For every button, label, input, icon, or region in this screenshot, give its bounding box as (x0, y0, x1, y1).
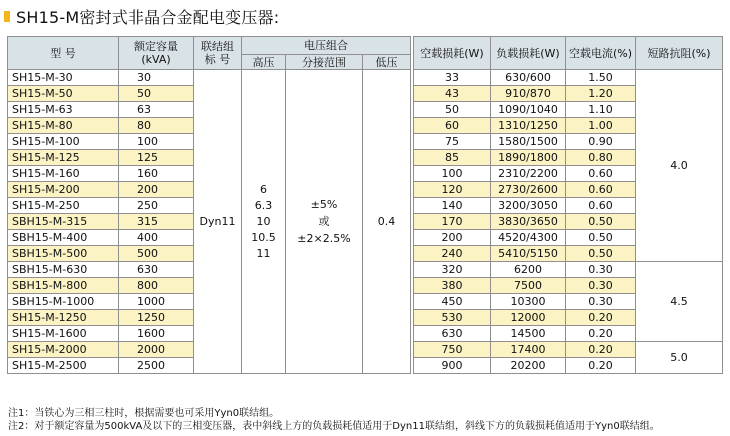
capacity-cell: 1250 (119, 310, 194, 326)
capacity-cell: 400 (119, 230, 194, 246)
hv-value: 10 (256, 214, 271, 228)
title-bullet (4, 11, 10, 22)
no-load-loss-cell: 200 (414, 230, 491, 246)
no-load-loss-cell: 140 (414, 198, 491, 214)
model-cell: SH15-M-1250 (8, 310, 119, 326)
no-load-loss-cell: 43 (414, 86, 491, 102)
model-cell: SH15-M-1600 (8, 326, 119, 342)
load-loss-cell: 7500 (491, 278, 566, 294)
header-capacity: 额定容量 (kVA) (119, 37, 194, 70)
no-load-loss-cell: 170 (414, 214, 491, 230)
no-load-current-cell: 0.60 (566, 198, 636, 214)
title-bar (4, 5, 279, 27)
table-row (414, 70, 723, 86)
no-load-current-cell: 0.30 (566, 294, 636, 310)
tap-range-cell (286, 70, 363, 374)
tap-value: ±2×2.5% (297, 232, 351, 245)
capacity-cell: 250 (119, 198, 194, 214)
model-cell: SH15-M-2000 (8, 342, 119, 358)
capacity-cell: 200 (119, 182, 194, 198)
no-load-current-cell: 0.20 (566, 342, 636, 358)
capacity-cell: 1000 (119, 294, 194, 310)
header-connection: 联结组 标 号 (194, 37, 242, 70)
load-loss-cell: 910/870 (491, 86, 566, 102)
model-cell: SBH15-M-800 (8, 278, 119, 294)
model-cell: SH15-M-30 (8, 70, 119, 86)
impedance-cell: 5.0 (636, 342, 723, 374)
load-loss-cell: 1890/1800 (491, 150, 566, 166)
capacity-cell: 80 (119, 118, 194, 134)
load-loss-cell: 5410/5150 (491, 246, 566, 262)
capacity-cell: 100 (119, 134, 194, 150)
no-load-current-cell: 1.50 (566, 70, 636, 86)
impedance-cell: 4.0 (636, 70, 723, 262)
no-load-loss-cell: 120 (414, 182, 491, 198)
no-load-loss-cell: 60 (414, 118, 491, 134)
no-load-current-cell: 0.60 (566, 182, 636, 198)
no-load-loss-cell: 380 (414, 278, 491, 294)
no-load-loss-cell: 33 (414, 70, 491, 86)
no-load-current-cell: 1.10 (566, 102, 636, 118)
capacity-cell: 1600 (119, 326, 194, 342)
capacity-cell: 50 (119, 86, 194, 102)
load-loss-cell: 20200 (491, 358, 566, 374)
header-no-load-current: 空载电流(%) (566, 37, 636, 70)
load-loss-cell: 1580/1500 (491, 134, 566, 150)
load-loss-cell: 12000 (491, 310, 566, 326)
header-impedance: 短路抗阻(%) (636, 37, 723, 70)
no-load-current-cell: 0.20 (566, 310, 636, 326)
load-loss-cell: 3830/3650 (491, 214, 566, 230)
capacity-cell: 30 (119, 70, 194, 86)
capacity-cell: 2500 (119, 358, 194, 374)
table-row (8, 70, 411, 86)
capacity-cell: 315 (119, 214, 194, 230)
load-loss-cell: 1310/1250 (491, 118, 566, 134)
no-load-current-cell: 0.30 (566, 278, 636, 294)
header-voltage-group: 电压组合 (242, 37, 411, 55)
model-cell: SBH15-M-400 (8, 230, 119, 246)
load-loss-cell: 6200 (491, 262, 566, 278)
capacity-cell: 500 (119, 246, 194, 262)
model-cell: SBH15-M-630 (8, 262, 119, 278)
load-loss-cell: 10300 (491, 294, 566, 310)
no-load-current-cell: 0.50 (566, 230, 636, 246)
model-cell: SH15-M-200 (8, 182, 119, 198)
load-loss-cell: 2730/2600 (491, 182, 566, 198)
no-load-loss-cell: 630 (414, 326, 491, 342)
model-cell: SH15-M-160 (8, 166, 119, 182)
spec-table-right (413, 36, 723, 374)
no-load-current-cell: 0.20 (566, 358, 636, 374)
header-load-loss: 负载损耗(W) (491, 37, 566, 70)
model-cell: SBH15-M-500 (8, 246, 119, 262)
capacity-cell: 630 (119, 262, 194, 278)
no-load-loss-cell: 900 (414, 358, 491, 374)
page-title: SH15-M密封式非晶合金配电变压器: (16, 7, 280, 27)
capacity-cell: 2000 (119, 342, 194, 358)
no-load-loss-cell: 75 (414, 134, 491, 150)
note-1: 注1：当铁心为三相三柱时，根据需要也可采用Yyn0联结组。 (8, 408, 280, 419)
no-load-loss-cell: 450 (414, 294, 491, 310)
header-no-load-loss: 空载损耗(W) (414, 37, 491, 70)
no-load-loss-cell: 750 (414, 342, 491, 358)
header-hv: 高压 (242, 55, 286, 70)
no-load-loss-cell: 50 (414, 102, 491, 118)
impedance-cell: 4.5 (636, 262, 723, 342)
no-load-current-cell: 0.80 (566, 150, 636, 166)
no-load-loss-cell: 85 (414, 150, 491, 166)
model-cell: SBH15-M-315 (8, 214, 119, 230)
model-cell: SH15-M-2500 (8, 358, 119, 374)
model-cell: SH15-M-100 (8, 134, 119, 150)
load-loss-cell: 4520/4300 (491, 230, 566, 246)
table-row (414, 262, 723, 278)
model-cell: SBH15-M-1000 (8, 294, 119, 310)
capacity-cell: 800 (119, 278, 194, 294)
note-2: 注2：对于额定容量为500kVA及以下的三相变压器，表中斜线上方的负载损耗值适用于Dyn11联结组，斜线下方的负载损耗值适用于Yyn0联结组。 (8, 421, 660, 432)
no-load-current-cell: 0.30 (566, 262, 636, 278)
load-loss-cell: 17400 (491, 342, 566, 358)
load-loss-cell: 1090/1040 (491, 102, 566, 118)
hv-value: 11 (256, 246, 271, 260)
model-cell: SH15-M-50 (8, 86, 119, 102)
no-load-loss-cell: 320 (414, 262, 491, 278)
no-load-loss-cell: 530 (414, 310, 491, 326)
load-loss-cell: 630/600 (491, 70, 566, 86)
no-load-current-cell: 0.20 (566, 326, 636, 342)
no-load-current-cell: 0.50 (566, 246, 636, 262)
header-tap-range: 分接范围 (286, 55, 363, 70)
connection-cell: Dyn11 (194, 70, 242, 374)
header-model: 型 号 (8, 37, 119, 70)
hv-cell (242, 70, 286, 374)
capacity-cell: 125 (119, 150, 194, 166)
no-load-current-cell: 1.00 (566, 118, 636, 134)
model-cell: SH15-M-125 (8, 150, 119, 166)
no-load-current-cell: 0.60 (566, 166, 636, 182)
spec-table-left (7, 36, 411, 374)
header-lv: 低压 (363, 55, 411, 70)
no-load-current-cell: 0.90 (566, 134, 636, 150)
no-load-loss-cell: 100 (414, 166, 491, 182)
hv-value: 6.3 (254, 198, 273, 212)
no-load-current-cell: 0.50 (566, 214, 636, 230)
capacity-cell: 160 (119, 166, 194, 182)
lv-cell: 0.4 (363, 70, 411, 374)
tap-value: 或 (318, 215, 330, 228)
load-loss-cell: 2310/2200 (491, 166, 566, 182)
no-load-loss-cell: 240 (414, 246, 491, 262)
hv-value: 6 (260, 182, 267, 196)
capacity-cell: 63 (119, 102, 194, 118)
model-cell: SH15-M-250 (8, 198, 119, 214)
model-cell: SH15-M-80 (8, 118, 119, 134)
load-loss-cell: 14500 (491, 326, 566, 342)
hv-value: 10.5 (251, 230, 276, 244)
tap-value: ±5% (310, 198, 338, 211)
load-loss-cell: 3200/3050 (491, 198, 566, 214)
table-row (414, 342, 723, 358)
model-cell: SH15-M-63 (8, 102, 119, 118)
no-load-current-cell: 1.20 (566, 86, 636, 102)
